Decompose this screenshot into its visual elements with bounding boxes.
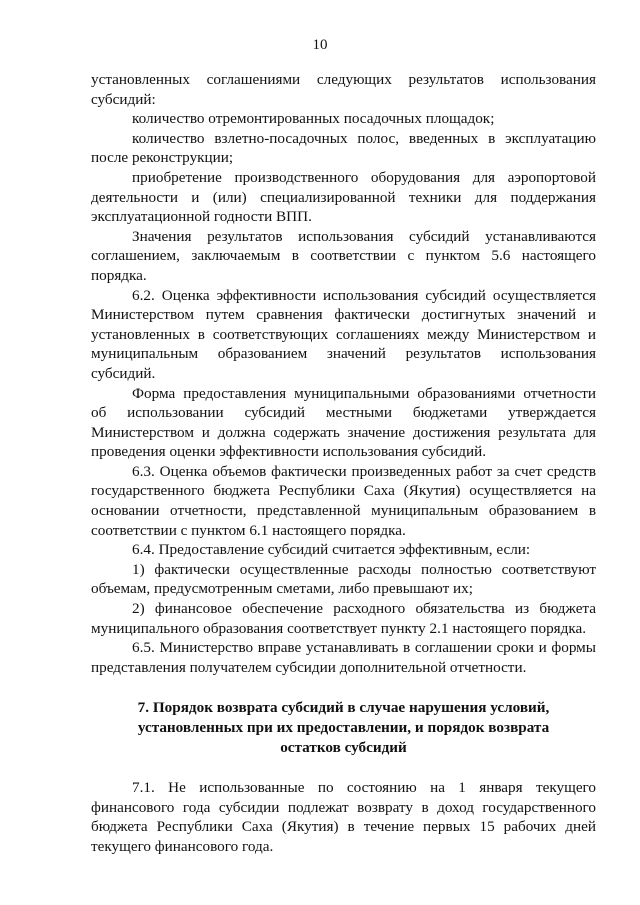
page-number: 10 xyxy=(312,37,328,53)
paragraph: установленных соглашениями следующих результатов использования субсидий: xyxy=(91,71,596,108)
paragraphs-top xyxy=(91,70,596,677)
paragraph: 6.3. Оценка объемов фактически произведенных работ за счет средств государственного бюджета Республики Саха (Якутия) осуществляется на основании отчетности, представленной муниципальным образованием в соответствии с пунктом 6.1 настоящего порядка. xyxy=(91,462,596,539)
paragraph: приобретение производственного оборудования для аэропортовой деятельности и (или) специализированной техники для поддержания эксплуатационной годности ВПП. xyxy=(91,168,596,226)
paragraph: Значения результатов использования субсидий устанавливаются соглашением, заключаемым в соответствии с пунктом 5.6 настоящего порядка. xyxy=(91,227,596,284)
paragraph: 7.1. Не использованные по состоянию на 1 января текущего финансового года субсидии подлежат возврату в доход государственного бюджета Республики Саха (Якутия) в течение первых 15 рабочих дней текущего финансового года. xyxy=(91,779,596,855)
document-body xyxy=(91,70,596,857)
paragraphs-bottom xyxy=(91,778,596,856)
section-heading-line: установленных при их предоставлении, и порядок возврата xyxy=(137,719,550,736)
paragraph: 6.5. Министерство вправе устанавливать в соглашении сроки и формы представления получателем субсидии дополнительной отчетности. xyxy=(91,639,596,676)
section-heading-line: 7. Порядок возврата субсидий в случае нарушения условий, xyxy=(137,699,550,717)
paragraph: 6.4. Предоставление субсидий считается эффективным, если: xyxy=(132,541,531,559)
paragraph: Форма предоставления муниципальными образованиями отчетности об использовании субсидий местными бюджетами утверждается Министерством и должна содержать значение достижения результата для проведения оценки эффективности использования субсидий. xyxy=(91,384,596,461)
paragraph: 1) фактически осуществленные расходы полностью соответствуют объемам, предусмотренным сметами, либо превышают их; xyxy=(91,560,596,598)
paragraph: 2) финансовое обеспечение расходного обязательства из бюджета муниципального образования соответствует пункту 2.1 настоящего порядка. xyxy=(91,600,596,637)
paragraph: количество взлетно-посадочных полос, введенных в эксплуатацию после реконструкции; xyxy=(91,129,596,167)
section-heading-line: остатков субсидий xyxy=(280,738,407,756)
section-heading xyxy=(91,698,596,757)
paragraph: 6.2. Оценка эффективности использования субсидий осуществляется Министерством путем сравнения фактически достигнутых значений и установленных в соответствующих соглашениях между Министерством и муниципальным образованием значений результатов использования субсидий. xyxy=(91,286,596,382)
paragraph: количество отремонтированных посадочных площадок; xyxy=(132,110,495,128)
